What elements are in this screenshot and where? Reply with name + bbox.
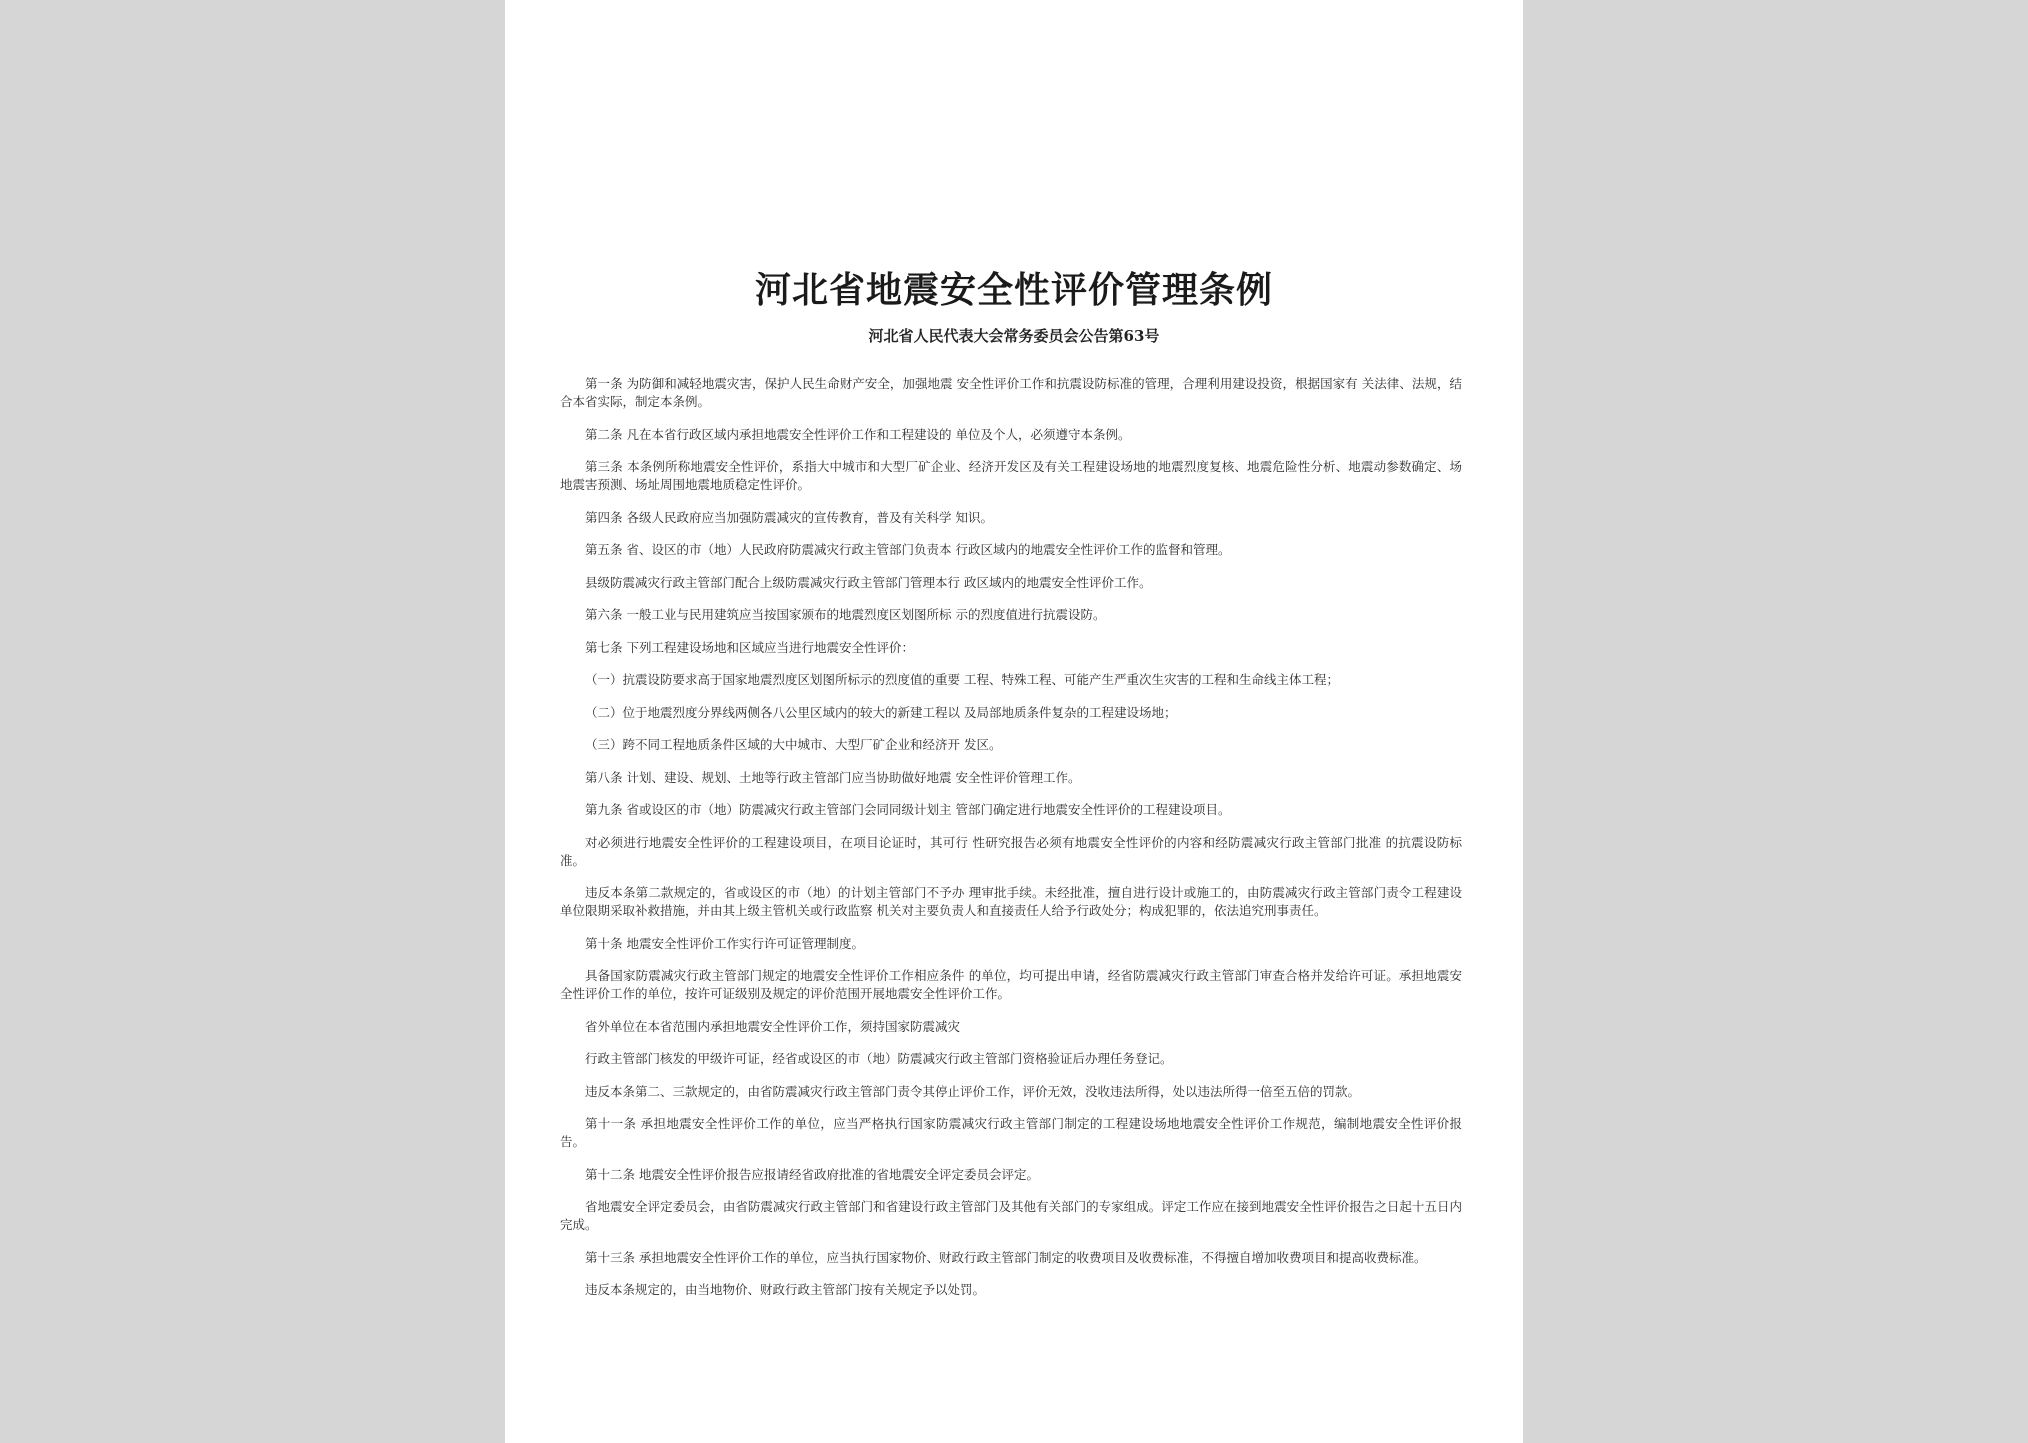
paragraph: 第三条 本条例所称地震安全性评价，系指大中城市和大型厂矿企业、经济开发区及有关工程建设场地的地震烈度复核、地震危险性分析、地震动参数确定、场地震害预测、场址周围地震地质稳定性评价。	[560, 459, 1462, 492]
paragraph: 第四条 各级人民政府应当加强防震减灾的宣传教育，普及有关科学 知识。	[585, 509, 993, 525]
paragraph: 对必须进行地震安全性评价的工程建设项目，在项目论证时，其可行 性研究报告必须有地震安全性评价的内容和经防震减灾行政主管部门批准 的抗震设防标准。	[560, 834, 1462, 868]
paragraph: 县级防震减灾行政主管部门配合上级防震减灾行政主管部门管理本行 政区域内的地震安全性评价工作。	[585, 574, 1152, 590]
paragraph: 违反本条规定的，由当地物价、财政行政主管部门按有关规定予以处罚。	[585, 1282, 986, 1297]
paragraph: 第八条 计划、建设、规划、土地等行政主管部门应当协助做好地震 安全性评价管理工作。	[585, 769, 1081, 785]
paragraph: 第十条 地震安全性评价工作实行许可证管理制度。	[585, 935, 864, 951]
paragraph: 违反本条第二款规定的，省或设区的市（地）的计划主管部门不予办 理审批手续。未经批准，擅自进行设计或施工的，由防震减灾行政主管部门责令工程建设单位限期采取补救措施，并由其上级主管机关或行政监察 机关对主要负责人和直接责任人给予行政处分；构成犯罪的，依法追究刑事责任。	[560, 885, 1462, 918]
paragraph: 第九条 省或设区的市（地）防震减灾行政主管部门会同同级计划主 管部门确定进行地震安全性评价的工程建设项目。	[585, 802, 1231, 817]
paragraph: 第十三条 承担地震安全性评价工作的单位，应当执行国家物价、财政行政主管部门制定的收费项目及收费标准，不得擅自增加收费项目和提高收费标准。	[585, 1249, 1427, 1265]
paragraph: 违反本条第二、三款规定的，由省防震减灾行政主管部门责令其停止评价工作，评价无效，没收违法所得，处以违法所得一倍至五倍的罚款。	[585, 1083, 1361, 1099]
document-subtitle: 河北省人民代表大会常务委员会公告第63号	[868, 327, 1160, 345]
paragraph: （一）抗震设防要求高于国家地震烈度区划图所标示的烈度值的重要 工程、特殊工程、可能产生严重次生灾害的工程和生命线主体工程；	[585, 672, 1339, 687]
paragraph: 行政主管部门核发的甲级许可证，经省或设区的市（地）防震减灾行政主管部门资格验证后办理任务登记。	[585, 1051, 1173, 1066]
document-title: 河北省地震安全性评价管理条例	[754, 269, 1273, 311]
paragraph: （三）跨不同工程地质条件区域的大中城市、大型厂矿企业和经济开 发区。	[585, 737, 1002, 752]
document-body	[560, 375, 1462, 1314]
paragraph: 第七条 下列工程建设场地和区域应当进行地震安全性评价：	[585, 639, 914, 655]
paragraph: 具备国家防震减灾行政主管部门规定的地震安全性评价工作相应条件 的单位，均可提出申请，经省防震减灾行政主管部门审查合格并发给许可证。承担地震安全性评价工作的单位，按许可证级别及规定的评价范围开展地震安全性评价工作。	[560, 968, 1462, 1001]
paragraph: 第十一条 承担地震安全性评价工作的单位，应当严格执行国家防震减灾行政主管部门制定的工程建设场地地震安全性评价工作规范，编制地震安全性评价报告。	[560, 1116, 1462, 1149]
paragraph: 第十二条 地震安全性评价报告应报请经省政府批准的省地震安全评定委员会评定。	[585, 1166, 1039, 1182]
paragraph: 省外单位在本省范围内承担地震安全性评价工作，须持国家防震减灾	[585, 1018, 961, 1034]
paragraph: （二）位于地震烈度分界线两侧各八公里区域内的较大的新建工程以 及局部地质条件复杂的工程建设场地；	[585, 704, 1177, 720]
paragraph: 第一条 为防御和减轻地震灾害，保护人民生命财产安全，加强地震 安全性评价工作和抗震设防标准的管理，合理利用建设投资，根据国家有 关法律、法规，结合本省实际，制定本条例。	[560, 376, 1462, 409]
document-page	[505, 0, 1523, 1443]
paragraph: 省地震安全评定委员会，由省防震减灾行政主管部门和省建设行政主管部门及其他有关部门的专家组成。评定工作应在接到地震安全性评价报告之日起十五日内完成。	[560, 1199, 1462, 1232]
paragraph: 第五条 省、设区的市（地）人民政府防震减灾行政主管部门负责本 行政区域内的地震安全性评价工作的监督和管理。	[585, 542, 1231, 557]
paragraph: 第六条 一般工业与民用建筑应当按国家颁布的地震烈度区划图所标 示的烈度值进行抗震设防。	[585, 607, 1106, 622]
paragraph: 第二条 凡在本省行政区域内承担地震安全性评价工作和工程建设的 单位及个人，必须遵守本条例。	[585, 426, 1131, 442]
